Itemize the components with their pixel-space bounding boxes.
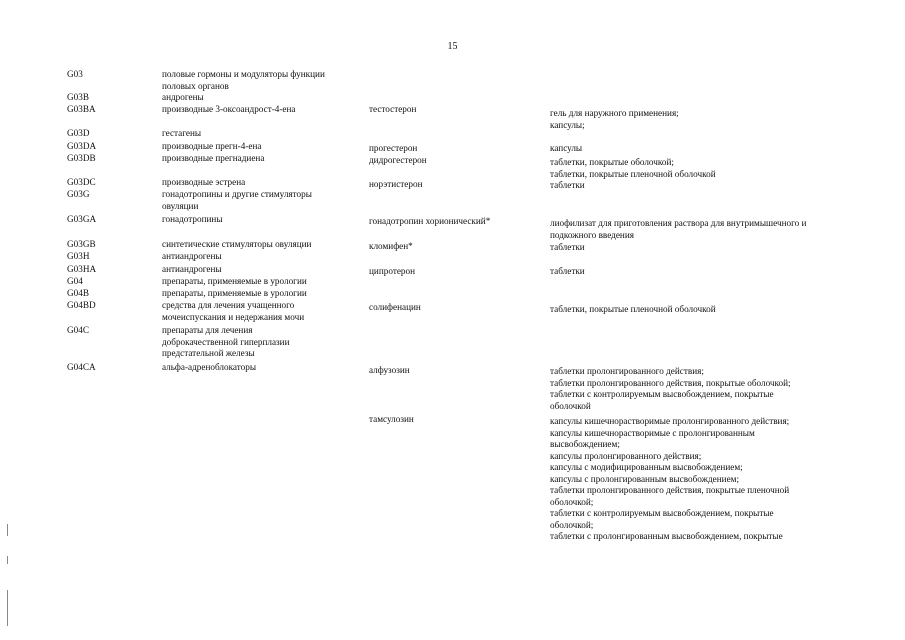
atc-code: G04CA (67, 362, 96, 372)
dosage-form: таблетки пролонгированного действия; таблетки пролонгированного действия, покрытые оболочкой; таблетки с контролируемым высвобождением, покрытые оболочкой (550, 366, 791, 411)
group-name: гестагены (162, 128, 202, 138)
group-name: антиандрогены (162, 251, 222, 261)
atc-code: G03 (67, 69, 83, 79)
group-name: препараты для лечения доброкачественной гиперплазии предстательной железы (162, 325, 290, 358)
dosage-form: таблетки (550, 266, 585, 276)
drug-name: солифенацин (369, 302, 421, 312)
drug-name: кломифен* (369, 241, 413, 251)
dosage-form: таблетки, покрытые пленочной оболочкой (550, 304, 716, 314)
group-name: гонадотропины (162, 214, 223, 224)
group-name: антиандрогены (162, 264, 222, 274)
atc-code: G03DC (67, 177, 96, 187)
dosage-form: капсулы (550, 143, 583, 153)
atc-code: G03DA (67, 141, 97, 151)
drug-name: гонадотропин хорионический* (369, 216, 491, 226)
group-name: производные прегн-4-ена (162, 141, 262, 151)
atc-code: G03G (67, 189, 90, 199)
atc-code: G04B (67, 288, 89, 298)
atc-code: G03BA (67, 104, 96, 114)
atc-code: G03GB (67, 239, 96, 249)
atc-code: G03B (67, 92, 89, 102)
dosage-form: лиофилизат для приготовления раствора для внутримышечного и подкожного введения (550, 218, 807, 240)
group-name: половые гормоны и модуляторы функции половых органов (162, 69, 325, 91)
group-name: производные эстрена (162, 177, 246, 187)
drug-name: ципротерон (369, 266, 416, 276)
atc-code: G03DB (67, 153, 96, 163)
atc-code: G04BD (67, 300, 96, 310)
group-name: андрогены (162, 92, 204, 102)
atc-code: G03GA (67, 214, 97, 224)
drug-name: тамсулозин (369, 414, 414, 424)
group-name: синтетические стимуляторы овуляции (162, 239, 312, 249)
group-name: производные 3-оксоандрост-4-ена (162, 104, 296, 114)
drug-name: тестостерон (369, 104, 417, 114)
group-name: препараты, применяемые в урологии (162, 288, 307, 298)
atc-code: G04C (67, 325, 89, 335)
group-name: гонадотропины и другие стимуляторы овуляции (162, 189, 312, 211)
page-number: 15 (447, 41, 458, 52)
drug-name: алфузозин (369, 365, 410, 375)
dosage-form: таблетки (550, 242, 585, 252)
drug-name: прогестерон (369, 143, 418, 153)
group-name: средства для лечения учащенного мочеиспускания и недержания мочи (162, 300, 305, 322)
dosage-form: капсулы кишечнорастворимые пролонгированного действия; капсулы кишечнорастворимые с пролонгированным высвобождением; капсулы пролонгированного действия; капсулы с модифицированным высвобождением; капсулы с пролонгированным высвобождением; таблетки пролонгированного действия, покрытые пленочной оболочкой; таблетки с контролируемым высвобождением, покрытые оболочкой; таблетки с пролонгированным высвобождением, покрытые (550, 416, 790, 541)
scan-edge-mark (7, 524, 8, 536)
dosage-form: гель для наружного применения; капсулы; (550, 108, 679, 130)
atc-code: G03H (67, 251, 90, 261)
dosage-form: таблетки (550, 180, 585, 190)
group-name: препараты, применяемые в урологии (162, 276, 307, 286)
atc-code: G03D (67, 128, 90, 138)
dosage-form: таблетки, покрытые оболочкой; таблетки, покрытые пленочной оболочкой (550, 157, 716, 179)
group-name: производные прегнадиена (162, 153, 265, 163)
drug-name: дидрогестерон (369, 155, 427, 165)
scan-edge-mark (7, 556, 8, 564)
atc-code: G03HA (67, 264, 97, 274)
group-name: альфа-адреноблокаторы (162, 362, 257, 372)
drug-name: норэтистерон (369, 179, 423, 189)
scan-edge-mark (7, 590, 8, 626)
atc-code: G04 (67, 276, 83, 286)
